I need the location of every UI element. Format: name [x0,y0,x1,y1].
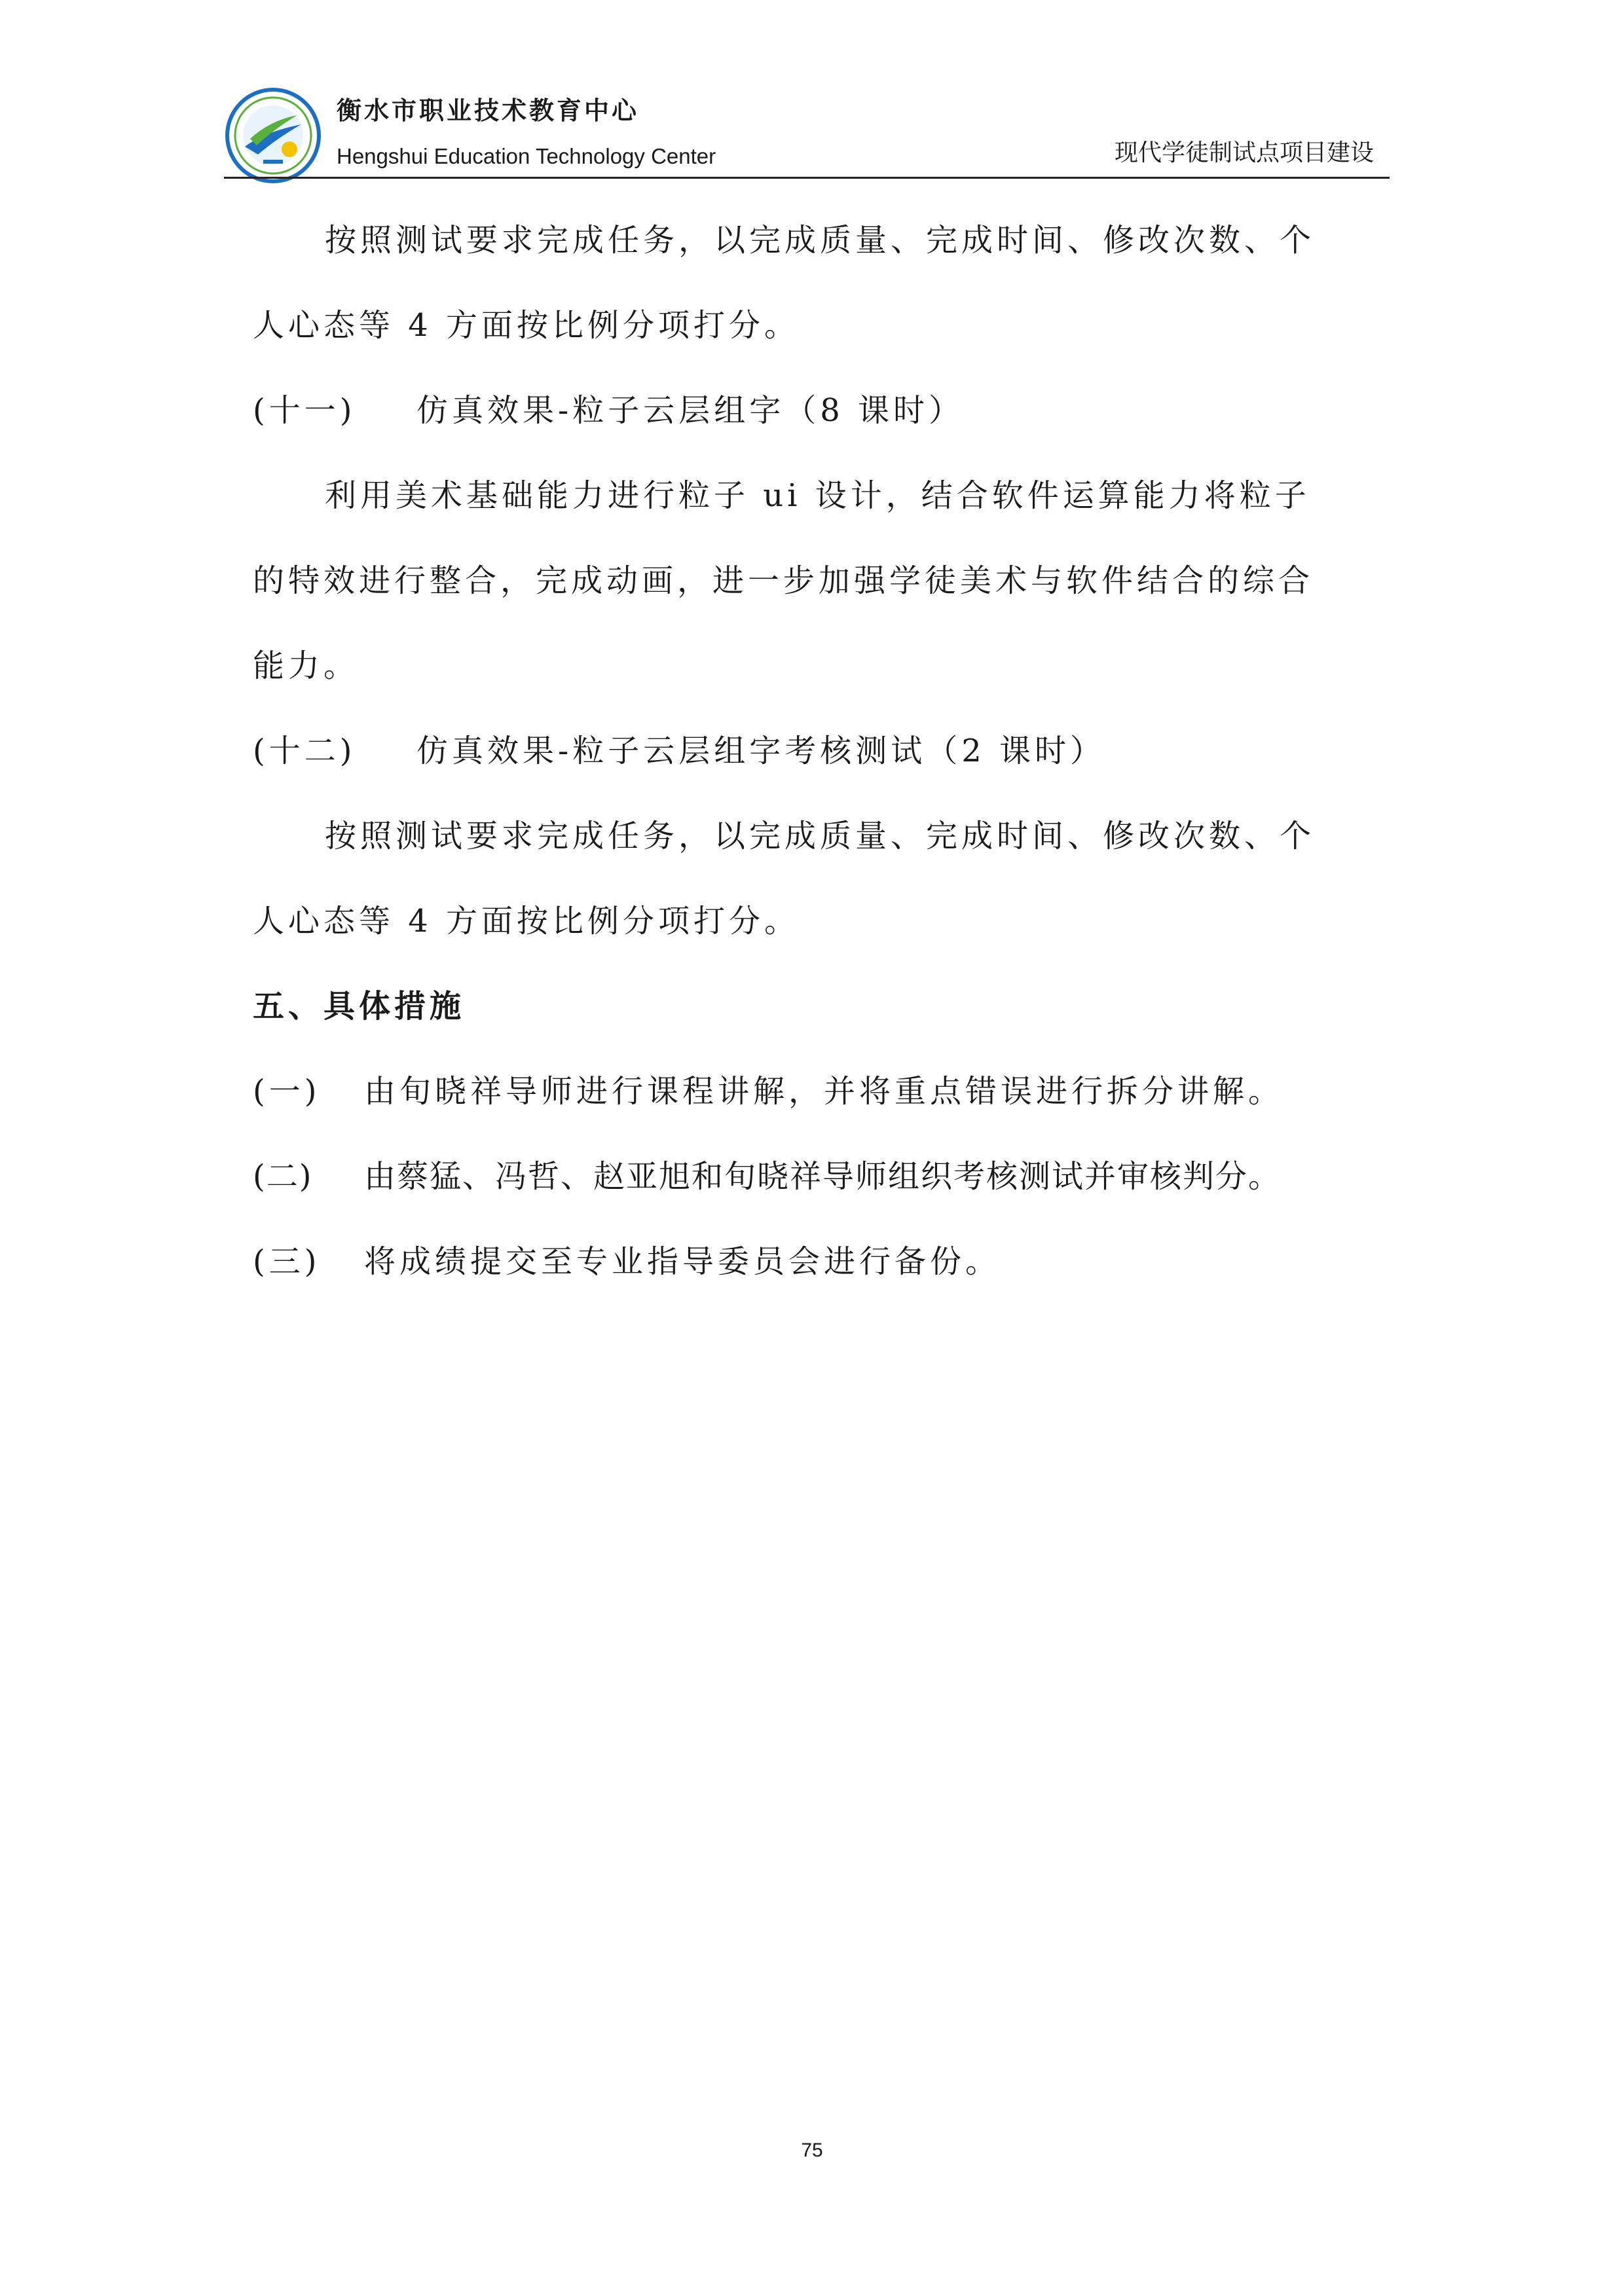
subsection-title: 仿真效果-粒子云层组字（8 课时） [416,392,965,429]
measure-item-2 [253,1158,1282,1195]
page-number: 75 [801,2140,823,2161]
subsection-heading-12 [253,735,1105,767]
organization-name-en: Hengshui Education Technology Center [337,144,716,168]
paragraph-line: 按照测试要求完成任务，以完成质量、完成时间、修改次数、个 [325,222,1316,259]
paragraph-line: 能力。 [253,647,360,684]
item-number: (一) [253,1073,321,1110]
item-number: (三) [253,1243,321,1280]
section-heading-5: 五、具体措施 [253,988,466,1025]
item-text: 由旬晓祥导师进行课程讲解，并将重点错误进行拆分讲解。 [364,1073,1284,1110]
organization-name-cn: 衡水市职业技术教育中心 [337,96,640,125]
subsection-heading-11 [253,392,965,429]
subsection-number: (十一) [253,392,356,429]
paragraph-line: 利用美术基础能力进行粒子 ui 设计，结合软件运算能力将粒子 [325,477,1310,514]
subsection-number: (十二) [253,733,356,769]
paragraph-line: 人心态等 4 方面按比例分项打分。 [253,903,800,939]
item-text: 由蔡猛、冯哲、赵亚旭和旬晓祥导师组织考核测试并审核判分。 [364,1158,1282,1195]
paragraph-line: 按照测试要求完成任务，以完成质量、完成时间、修改次数、个 [325,818,1316,854]
item-text: 将成绩提交至专业指导委员会进行备份。 [364,1243,1001,1280]
school-logo-icon [224,86,322,185]
measure-item-1 [253,1073,1284,1110]
project-title: 现代学徒制试点项目建设 [1114,139,1374,166]
item-number: (二) [253,1158,313,1195]
paragraph-line: 人心态等 4 方面按比例分项打分。 [253,307,800,344]
subsection-title: 仿真效果-粒子云层组字考核测试（2 课时） [416,733,1106,769]
measure-item-3 [253,1243,1001,1280]
paragraph-line: 的特效进行整合，完成动画，进一步加强学徒美术与软件结合的综合 [253,562,1314,599]
header-divider [224,177,1390,179]
